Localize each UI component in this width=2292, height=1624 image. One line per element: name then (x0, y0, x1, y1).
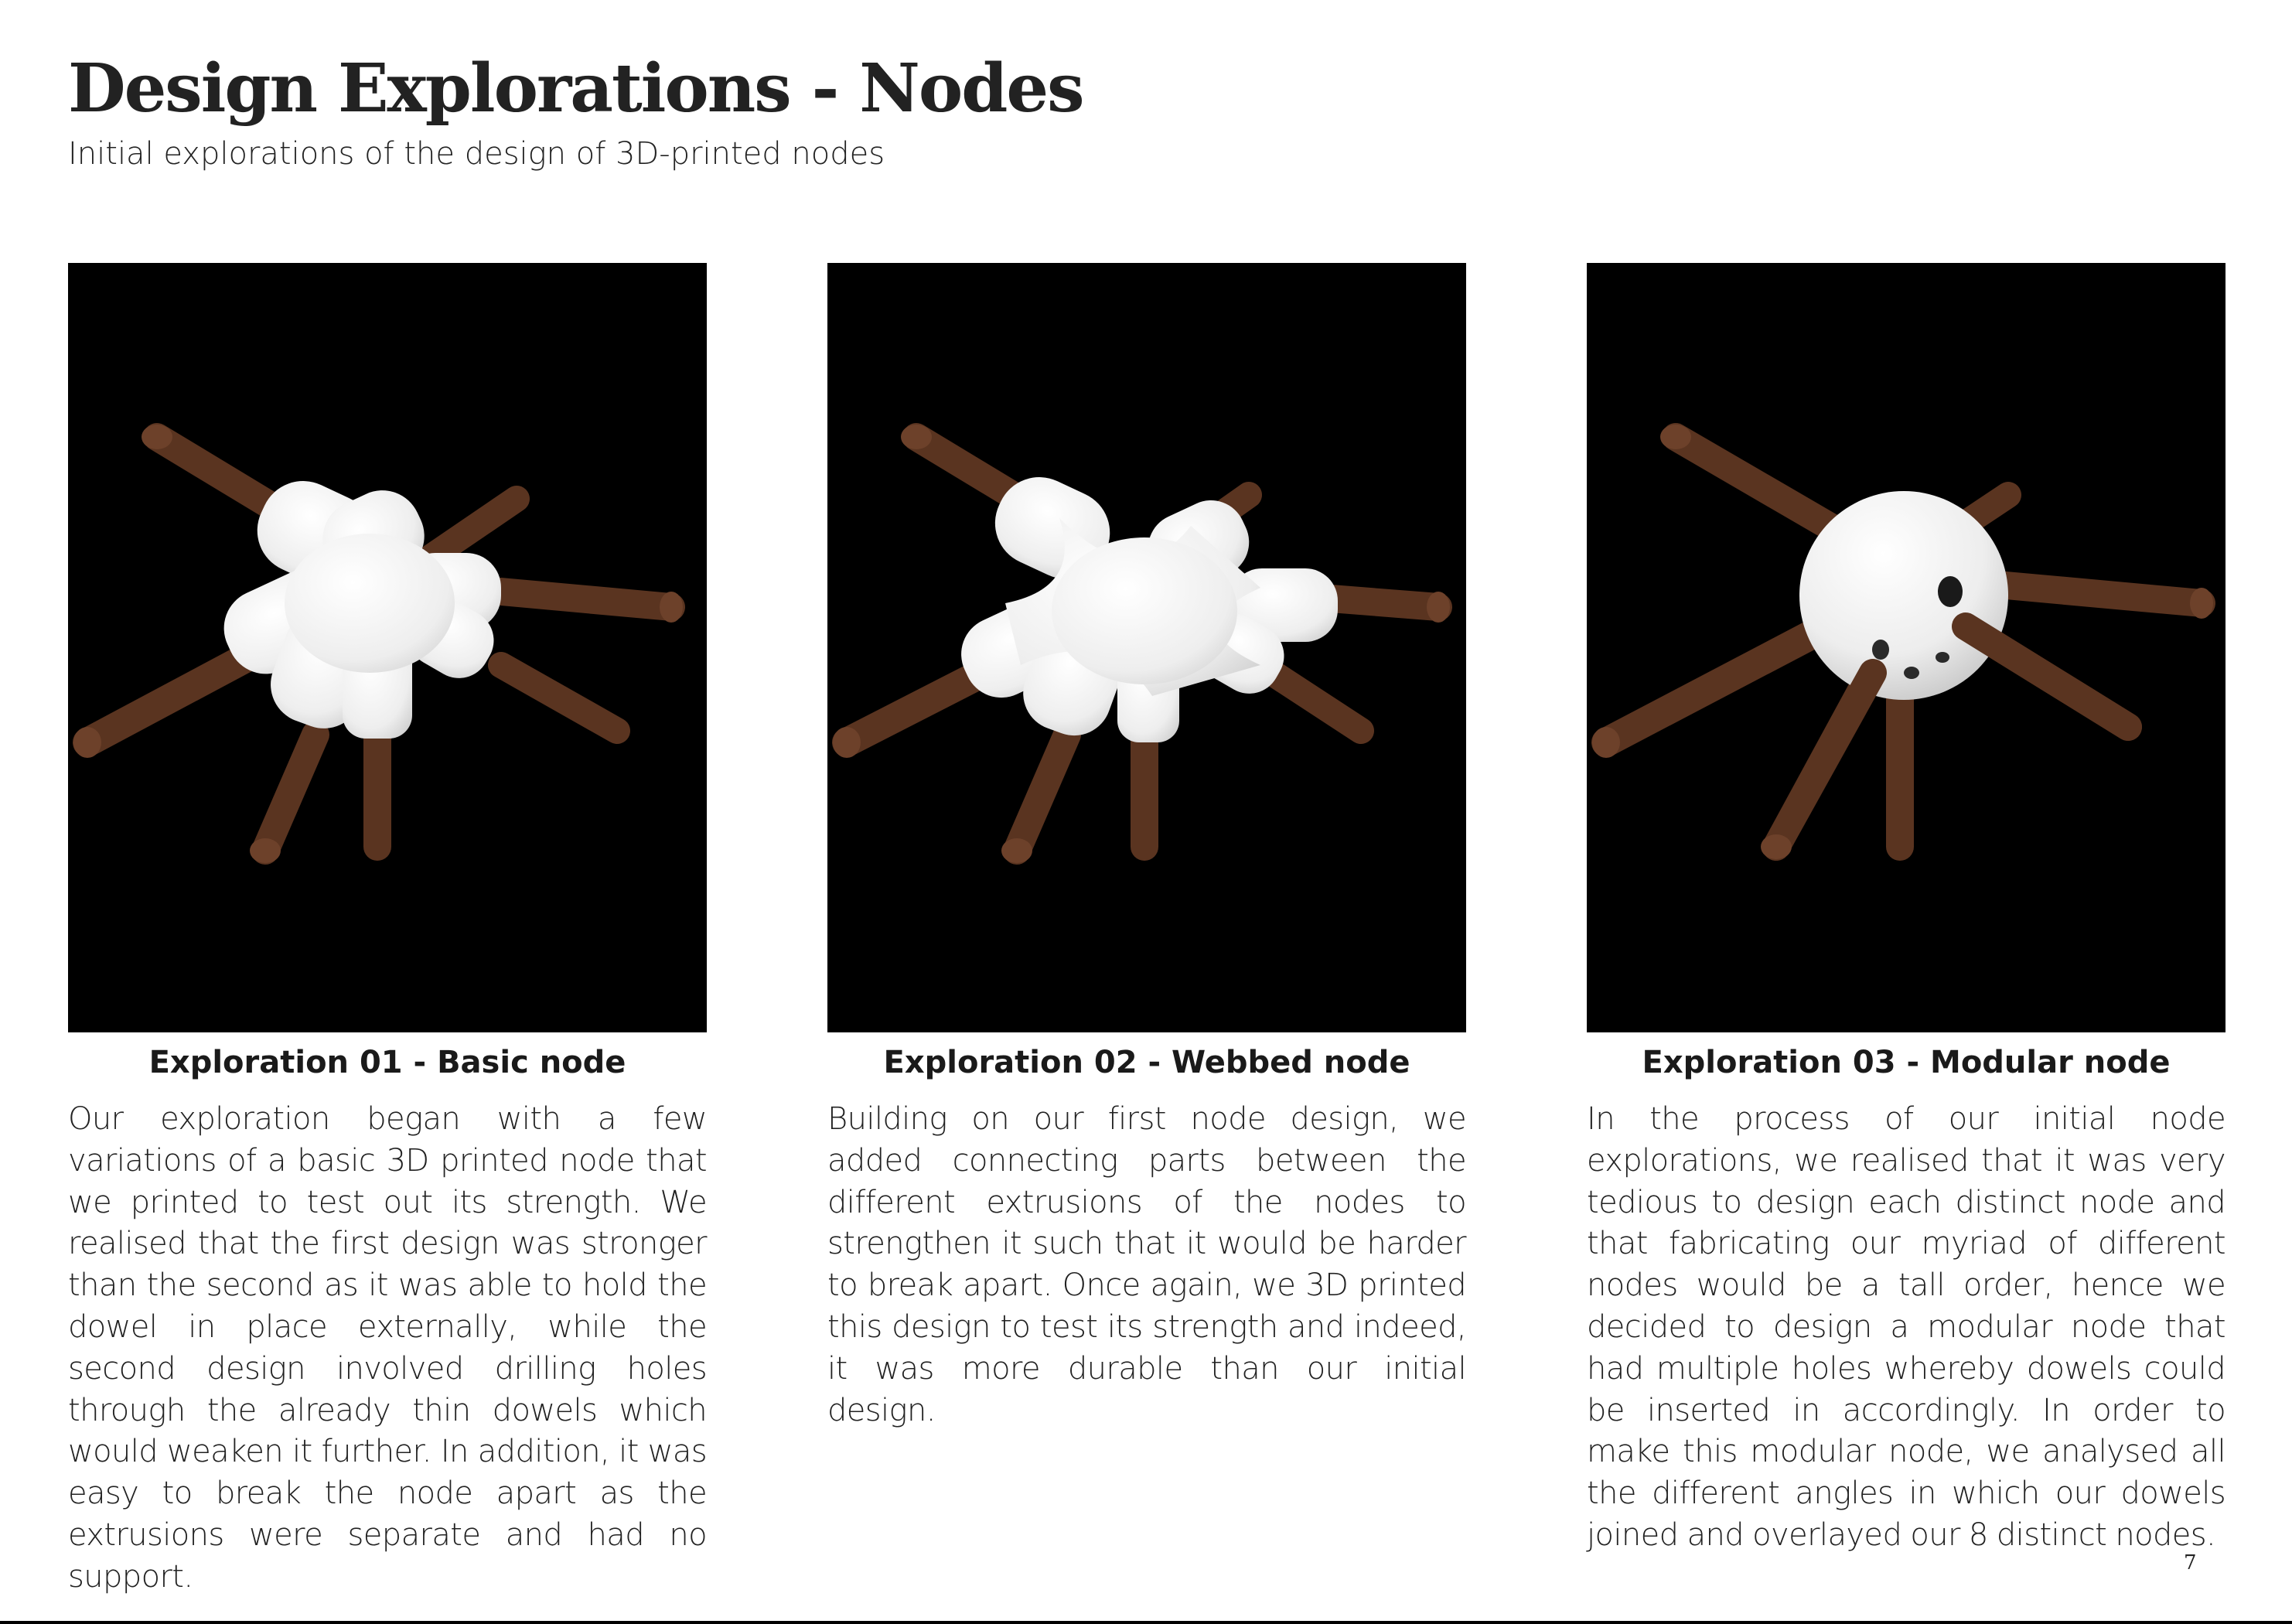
exploration-column-2 (827, 263, 1466, 1431)
exploration-caption: Exploration 01 - Basic node (148, 1045, 626, 1080)
exploration-description: Building on our first node design, we added connecting parts between the different extrusions of the nodes to strengthen it such that it would be harder to break apart. Once again, we 3D printed this design to test its strength and indeed, it was more durable than our initial design. (827, 1101, 1466, 1428)
page-number: 7 (2184, 1551, 2197, 1575)
modular-sphere (1799, 491, 2008, 700)
exploration-caption: Exploration 03 - Modular node (1642, 1045, 2171, 1080)
bottom-rule (0, 1621, 2292, 1624)
exploration-caption: Exploration 02 - Webbed node (883, 1045, 1410, 1080)
exploration-description: In the process of our initial node explorations, we realised that it was very tedious to design each distinct node and that fabricating our myriad of different nodes would be a tall order, hence we decided to design a modular node that had multiple holes whereby dowels could be inserted in accordingly. In order to make this modular node, we analysed all the different angles in which our dowels joined and overlayed our 8 distinct nodes. (1587, 1101, 2225, 1553)
page-subtitle: Initial explorations of the design of 3D-printed nodes (68, 136, 885, 172)
node-body (949, 463, 1338, 746)
webbed-node-render (827, 263, 1466, 1032)
page-title: Design Explorations - Nodes (68, 49, 1083, 128)
modular-node-render (1587, 263, 2225, 1032)
exploration-column-3 (1587, 263, 2225, 1557)
exploration-description: Our exploration began with a few variations of a basic 3D printed node that we printed to test out its strength. We realised that the first design was stronger than the second as it was able to hold the dowel in place externally, while the second design involved drilling holes through the already thin dowels which would weaken it further. In addition, it was easy to break the node apart as the extrusions were separate and had no support. (68, 1101, 707, 1595)
exploration-column-1 (68, 263, 707, 1598)
basic-node-render (68, 263, 707, 1032)
